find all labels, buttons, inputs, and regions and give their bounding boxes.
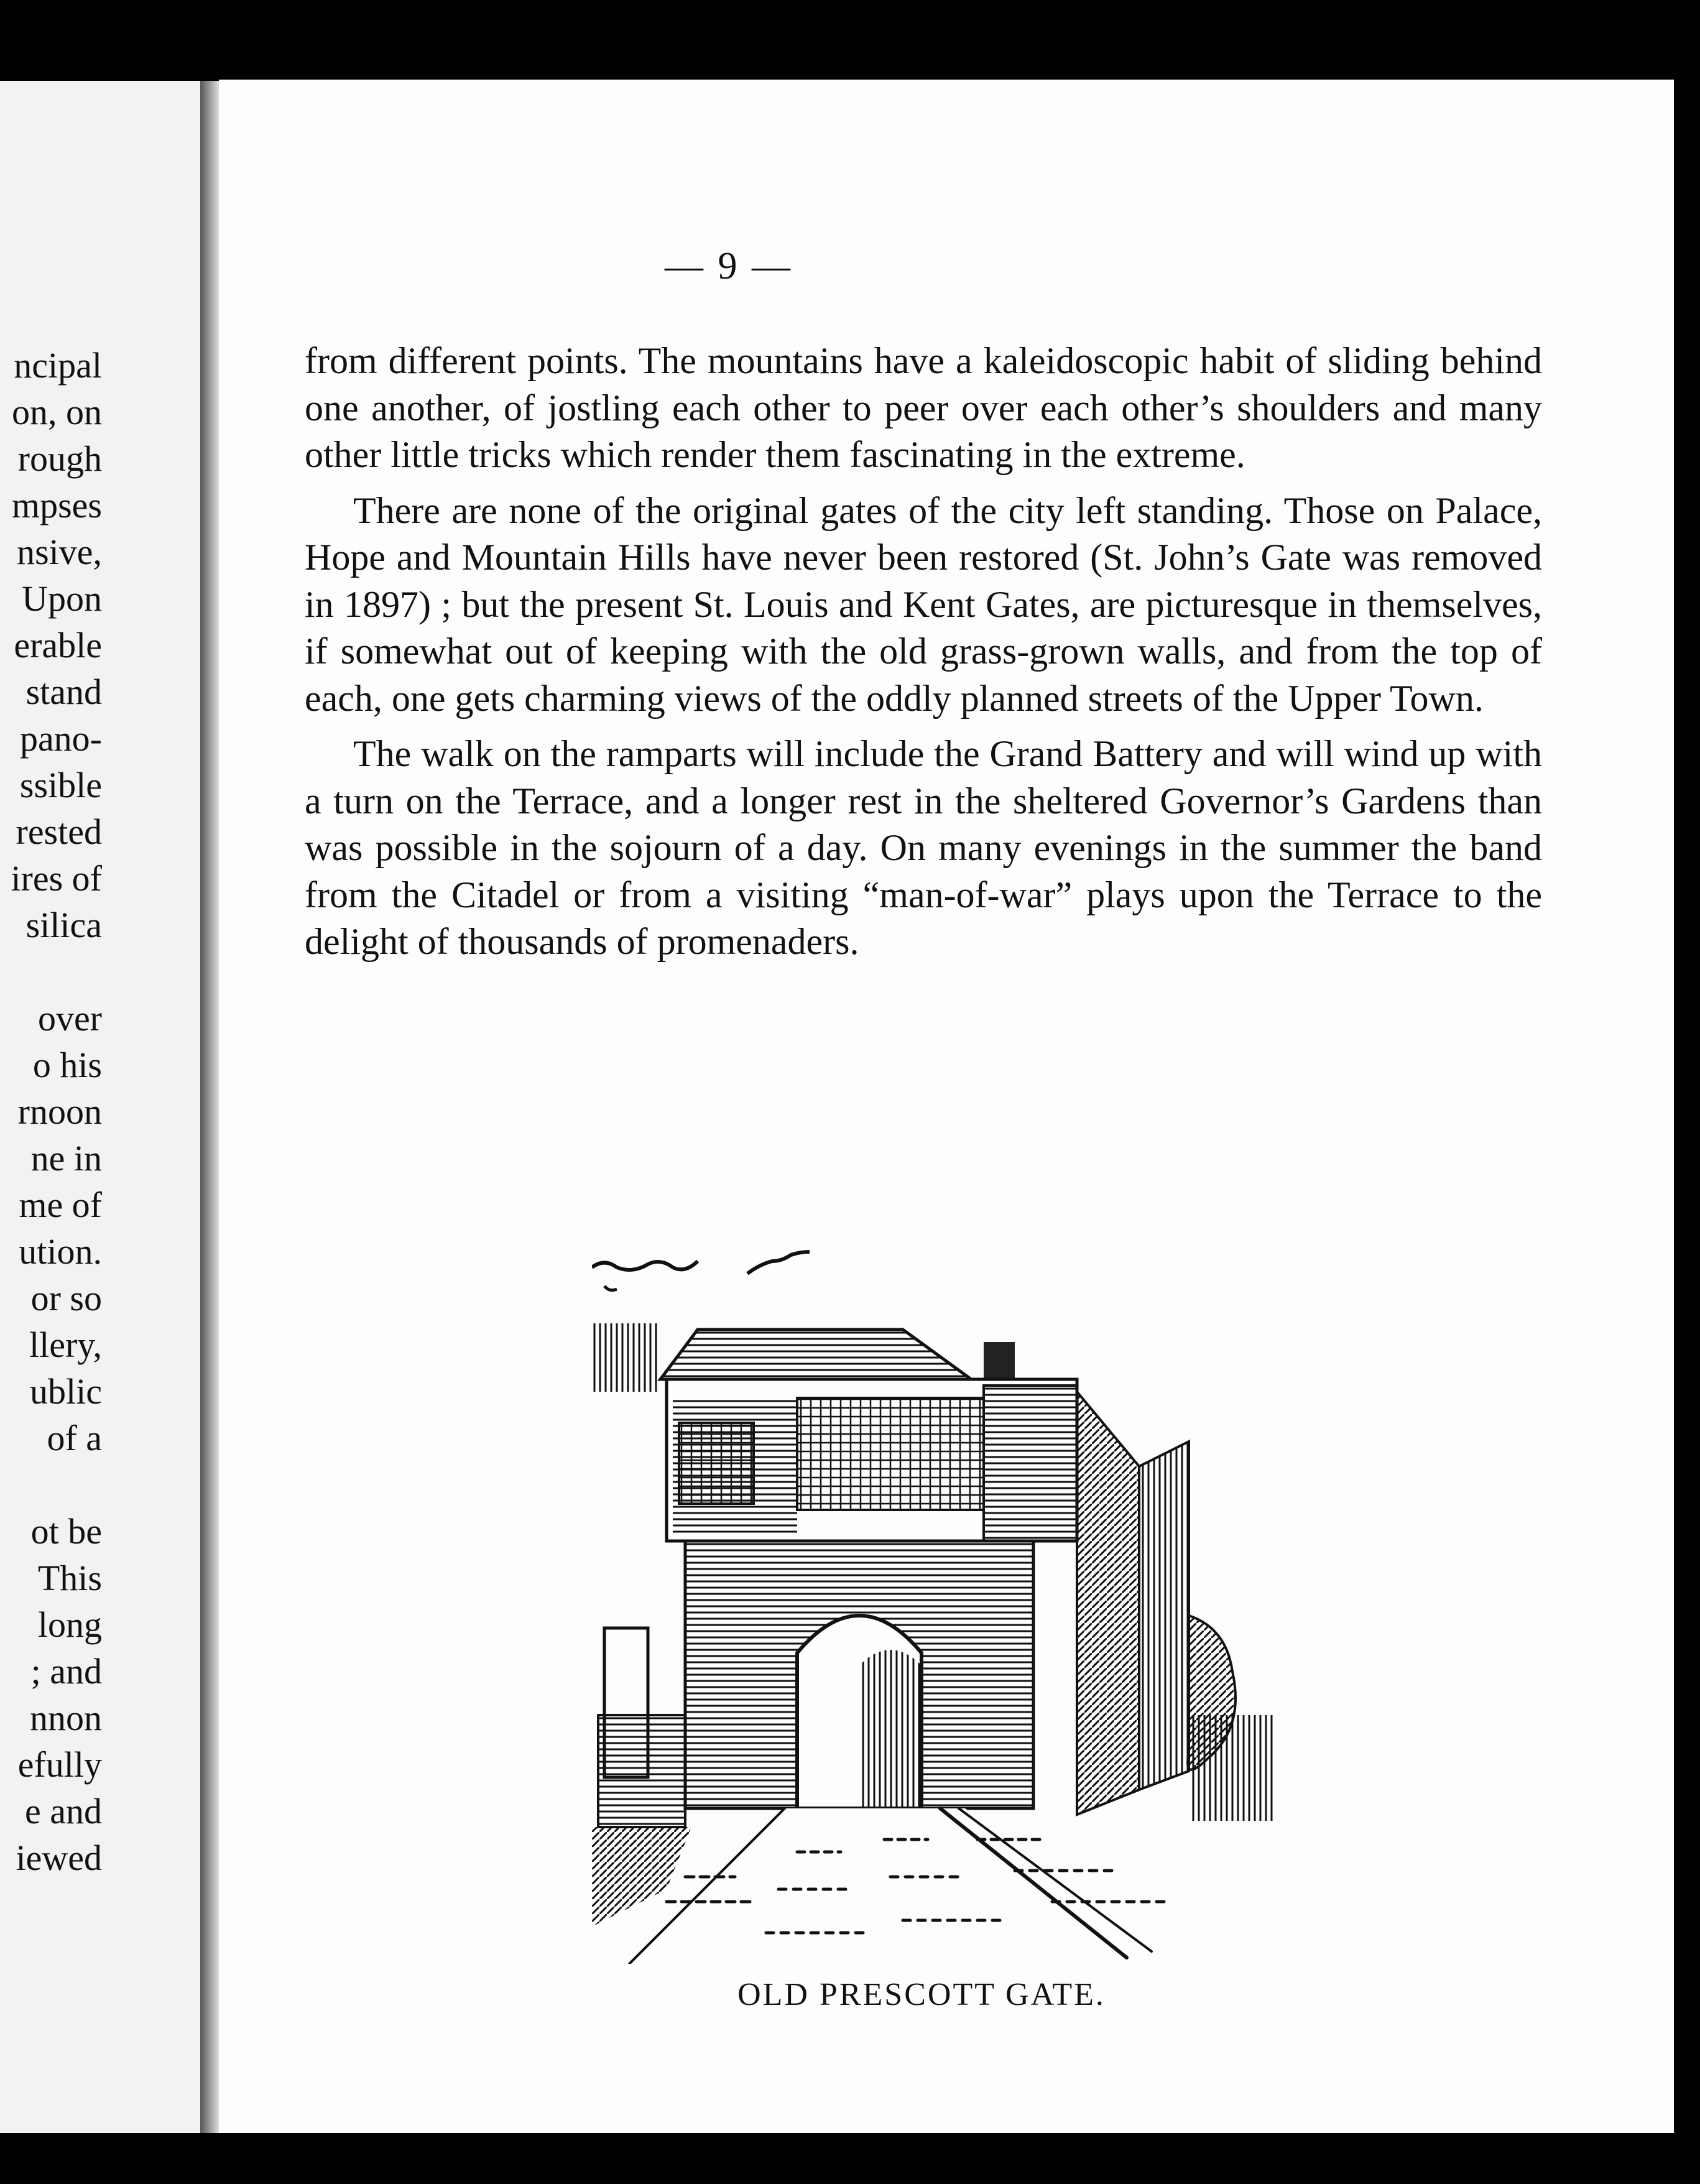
fragment-line: ires of — [11, 858, 102, 899]
figure-caption: OLD PRESCOTT GATE. — [737, 1977, 1106, 2012]
fragment-line: me of — [19, 1185, 102, 1225]
fragment-line: rnoon — [17, 1091, 102, 1132]
paragraph: from different points. The mountains have a kaleidoscopic habit of sliding behind one another, of jostling each other to peer over each other’s shoulders and many other little tricks which render them fascinating in the extreme. — [305, 340, 1542, 475]
facing-page — [0, 81, 200, 2133]
fragment-line: ne in — [30, 1138, 102, 1178]
page-number: — 9 — — [665, 245, 793, 287]
paragraph: There are none of the original gates of the city left standing. Those on Palace, Hope and Mountain Hills have never been restored (St. John’s Gate was removed in 1897) ; but the present St. Louis and Kent Gates, are picturesque in themselves, if somewhat out of keeping with the old grass-grown walls, and from the top of each, one gets charming views of the oddly planned streets of the Upper Town. — [305, 489, 1542, 719]
fragment-line: This — [37, 1558, 102, 1598]
fragment-line: e and — [25, 1791, 102, 1831]
fragment-gap — [11, 948, 102, 995]
fragment-line: ublic — [30, 1371, 102, 1412]
fragment-line: pano- — [19, 718, 102, 759]
fragment-line: rough — [17, 438, 102, 479]
fragment-line: o his — [32, 1045, 102, 1085]
fragment-line: efully — [17, 1744, 102, 1785]
fragment-line: ution. — [19, 1231, 102, 1272]
fragment-line: rested — [16, 812, 102, 852]
fragment-line: nsive, — [17, 532, 102, 572]
fragment-line: iewed — [16, 1838, 102, 1878]
fragment-line: ncipal — [14, 345, 102, 386]
fragment-line: long — [37, 1604, 102, 1645]
fragment-line: Upon — [22, 578, 102, 619]
fragment-line: over — [37, 998, 102, 1039]
fragment-line: ot be — [30, 1511, 102, 1552]
fragment-line: llery, — [29, 1325, 102, 1365]
fragment-line: of a — [47, 1418, 102, 1458]
fragment-line: nnon — [30, 1698, 102, 1738]
body-text — [305, 338, 1542, 974]
fragment-line: or so — [30, 1278, 102, 1318]
fragment-line: ; and — [30, 1651, 102, 1691]
facing-page-text — [11, 342, 102, 1881]
book-gutter — [200, 81, 219, 2133]
fragment-line: on, on — [12, 392, 102, 432]
book-page — [219, 80, 1674, 2133]
fragment-line: mpses — [12, 485, 102, 525]
fragment-line: erable — [14, 625, 102, 665]
fragment-gap — [11, 1461, 102, 1508]
fragment-line: ssible — [19, 765, 102, 805]
paragraph: The walk on the ramparts will include the Grand Battery and will wind up with a turn on the Terrace, and a longer rest in the sheltered Governor’s Gardens than was possible in the sojourn of a day. On many evenings in the summer the band from the Citadel or from a visiting “man-of-war” plays upon the Terrace to the delight of thousands of promenaders. — [305, 733, 1542, 962]
fragment-line: silica — [25, 905, 102, 945]
prescott-gate-engraving — [592, 1242, 1487, 1964]
fragment-line: stand — [25, 672, 102, 712]
